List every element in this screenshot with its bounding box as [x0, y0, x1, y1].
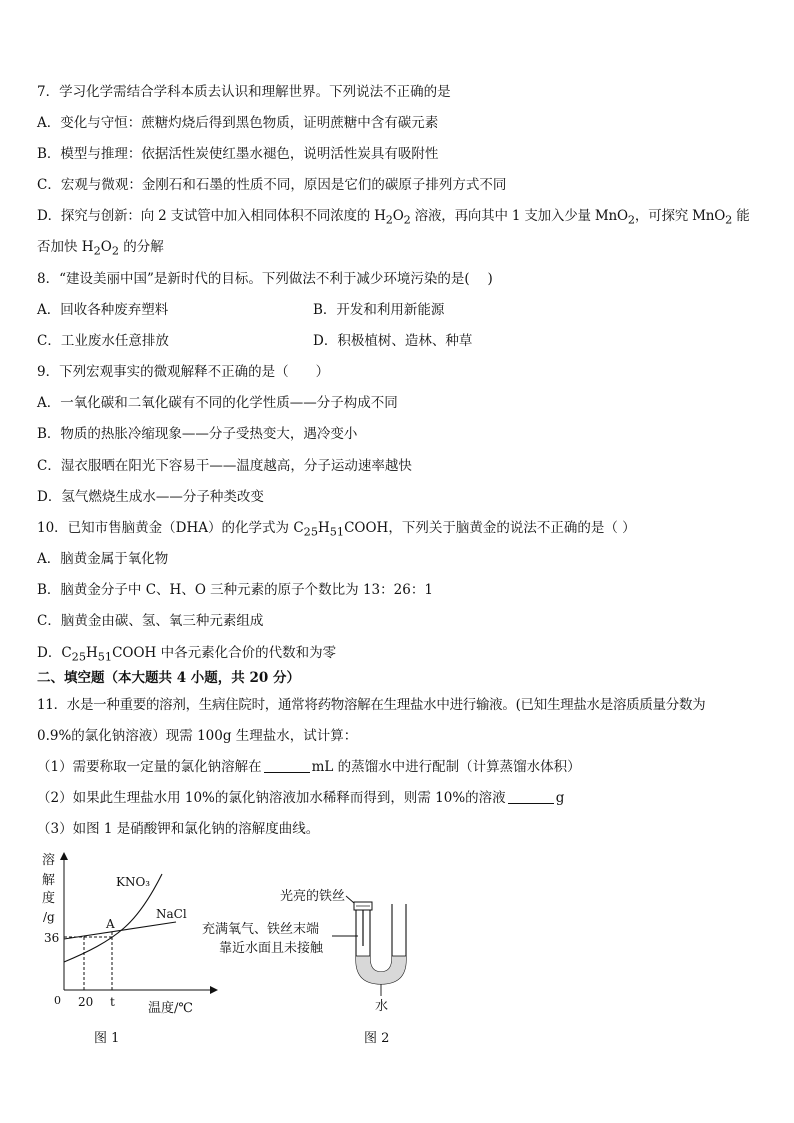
- q10-option-b: B．脑黄金分子中 C、H、O 三种元素的原子个数比为 13：26：1: [37, 582, 433, 598]
- nacl-line: [64, 922, 176, 939]
- q7-option-b: B．模型与推理：依据活性炭使红墨水褪色，说明活性炭具有吸附性: [37, 146, 439, 162]
- section-heading: 二、填空题（本大题共 4 小题，共 20 分）: [37, 670, 300, 686]
- q11-part2: （2）如果此生理盐水用 10%的氯化钠溶液加水稀释而得到，则需 10%的溶液 g: [37, 790, 565, 806]
- q8-option-c: C．工业废水任意排放: [37, 333, 169, 349]
- x-axis-label: 温度/℃: [148, 1001, 193, 1016]
- q11-stem-line1: 11．水是一种重要的溶剂，生病住院时，通常将药物溶解在生理盐水中进行输液。(已知生理盐水是溶质质量分数为: [37, 697, 706, 713]
- q11-part3: （3）如图 1 是硝酸钾和氯化钠的溶解度曲线。: [37, 821, 320, 837]
- q11-stem-line2: 0.9%的氯化钠溶液）现需 100g 生理盐水，试计算：: [37, 728, 358, 744]
- q8-stem: 8．“建设美丽中国”是新时代的目标。下列做法不利于减少环境污染的是( ): [37, 271, 493, 287]
- u-tube-inner: [370, 904, 392, 972]
- figure-2: [196, 872, 436, 1051]
- kno3-label: KNO₃: [116, 875, 151, 889]
- q9-option-c: C．湿衣服晒在阳光下容易干——温度越高，分子运动速率越快: [37, 458, 412, 474]
- q7-stem: 7．学习化学需结合学科本质去认识和理解世界。下列说法不正确的是: [37, 84, 451, 100]
- wire-label: 光亮的铁丝: [280, 889, 346, 904]
- point-a-label: A: [106, 917, 115, 931]
- q7-option-c: C．宏观与微观：金刚石和石墨的性质不同，原因是它们的碳原子排列方式不同: [37, 177, 507, 193]
- y-tick-36: 36: [44, 931, 60, 945]
- q9-option-a: A．一氧化碳和二氧化碳有不同的化学性质——分子构成不同: [37, 395, 398, 411]
- answer-blank-1[interactable]: [264, 760, 310, 773]
- y-label-2: 解: [42, 873, 56, 888]
- y-label-3: 度: [42, 891, 56, 906]
- q9-stem: 9．下列宏观事实的微观解释不正确的是（ ）: [37, 364, 330, 380]
- q9-option-d: D．氢气燃烧生成水——分子种类改变: [37, 489, 264, 505]
- u-tube-diagram: [196, 872, 436, 1047]
- q7-option-a: A．变化与守恒：蔗糖灼烧后得到黑色物质，证明蔗糖中含有碳元素: [37, 115, 439, 131]
- water-label: 水: [375, 999, 389, 1014]
- q8-option-d: D．积极植树、造林、种草: [313, 333, 473, 349]
- gas-label-line1: 充满氧气、铁丝末端: [202, 922, 320, 937]
- gas-label-line2: 靠近水面且未接触: [219, 941, 324, 956]
- answer-blank-2[interactable]: [508, 791, 554, 804]
- q8-option-a: A．回收各种废弃塑料: [37, 302, 169, 318]
- y-label-1: 溶: [42, 853, 56, 868]
- nacl-label: NaCl: [156, 907, 187, 921]
- q10-stem: 10．已知市售脑黄金（DHA）的化学式为 $C_{25}H_{51}COOH$，下列关于脑黄金的说法不正确的是（ ）: [37, 520, 636, 539]
- y-label-4: /g: [43, 910, 55, 924]
- x-tick-t: t: [110, 995, 115, 1009]
- q10-option-d: D．$C_{25}H_{51}COOH$ 中各元素化合价的代数和为零: [37, 645, 337, 664]
- q9-option-b: B．物质的热胀冷缩现象——分子受热变大，遇冷变小: [37, 426, 358, 442]
- origin-label: 0: [54, 994, 61, 1007]
- figure-1-caption: 图 1: [94, 1031, 120, 1046]
- q7-option-d-line2: 否加快 $H_2O_2$ 的分解: [37, 239, 164, 258]
- x-tick-20: 20: [78, 995, 94, 1009]
- figure-2-caption: 图 2: [364, 1031, 390, 1046]
- q11-part1: （1）需要称取一定量的氯化钠溶解在 mL 的蒸馏水中进行配制（计算蒸馏水体积）: [37, 759, 581, 775]
- q10-option-c: C．脑黄金由碳、氢、氧三种元素组成: [37, 613, 264, 629]
- q7-option-d-line1: D．探究与创新：向 2 支试管中加入相同体积不同浓度的 $H_2O_2$ 溶液，再向其中 1 支加入少量 MnO$_2$，可探究 MnO$_2$ 能: [37, 208, 750, 227]
- q10-option-a: A．脑黄金属于氧化物: [37, 551, 169, 567]
- q8-option-b: B．开发和利用新能源: [313, 302, 445, 318]
